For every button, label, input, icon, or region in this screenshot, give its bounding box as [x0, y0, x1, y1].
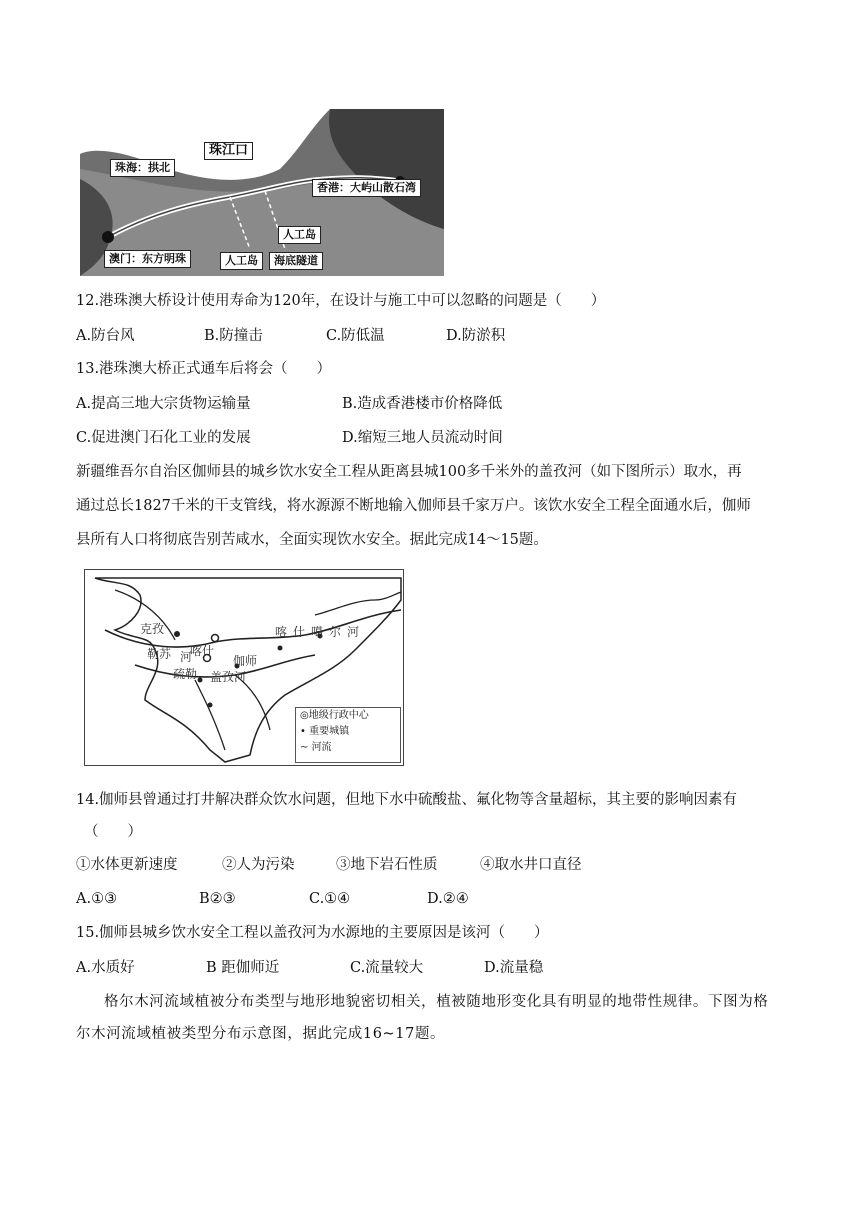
label-macau: 澳门：东方明珠 — [104, 250, 191, 268]
label-lesu: 勒苏 — [147, 647, 172, 661]
label-kezi: 克孜 — [140, 622, 165, 636]
label-zhujiangkou: 珠江口 — [204, 142, 253, 160]
label-artificial-island-right: 人工岛 — [278, 226, 321, 244]
q15-stem: 15.伽师县城乡饮水安全工程以盖孜河为水源地的主要原因是该河（ ） — [76, 925, 549, 941]
river-line-icon: ∼ — [300, 742, 312, 753]
q14-option-d: D.②④ — [427, 891, 469, 907]
q14-stem-line2: （ ） — [84, 824, 142, 840]
q13-option-b: B.造成香港楼市价格降低 — [342, 396, 503, 412]
label-artificial-island-left: 人工岛 — [220, 252, 263, 270]
q15-option-b: B 距伽师近 — [206, 960, 280, 976]
circle-marker-icon: ◎ — [300, 710, 309, 721]
q12-stem: 12.港珠澳大桥设计使用寿命为120年，在设计与施工中可以忽略的问题是（ ） — [76, 293, 606, 309]
label-he: 河 — [180, 650, 193, 664]
q14-item-1: ①水体更新速度 — [76, 857, 178, 873]
intro16-line1: 格尔木河流域植被分布类型与地形地貌密切相关，植被随地形变化具有明显的地带性规律。下图为格 — [104, 994, 769, 1010]
q15-option-a: A.水质好 — [76, 960, 135, 976]
bridge-map — [80, 109, 444, 276]
q12-option-a: A.防台风 — [76, 328, 135, 344]
q12-option-b: B.防撞击 — [204, 328, 263, 344]
label-kashgar-river: 喀什噶尔河 — [275, 625, 366, 639]
q14-option-c: C.①④ — [309, 891, 351, 907]
intro14-line3: 县所有人口将彻底告别苦咸水，全面实现饮水安全。据此完成14～15题。 — [76, 532, 548, 548]
label-zhuhai: 珠海：拱北 — [110, 159, 175, 177]
q12-option-d: D.防淤积 — [446, 328, 506, 344]
dot-marker-icon: • — [300, 726, 310, 737]
q15-option-d: D.流量稳 — [484, 960, 544, 976]
legend-river: ∼ 河流 — [300, 742, 332, 753]
q13-option-d: D.缩短三地人员流动时间 — [342, 430, 503, 446]
q13-option-a: A.提高三地大宗货物运输量 — [76, 396, 251, 412]
q13-stem: 13.港珠澳大桥正式通车后将会（ ） — [76, 361, 332, 377]
q14-item-4: ④取水井口直径 — [480, 857, 582, 873]
label-tunnel: 海底隧道 — [269, 252, 323, 270]
q14-item-3: ③地下岩石性质 — [336, 857, 438, 873]
q15-option-c: C.流量较大 — [350, 960, 424, 976]
legend-important-town: • 重要城镇 — [300, 726, 350, 737]
label-kashi: 喀什 — [190, 644, 215, 658]
q14-item-2: ②人为污染 — [222, 857, 295, 873]
map-legend — [295, 707, 401, 763]
label-gaizihe: 盖孜河 — [210, 670, 247, 684]
label-hongkong: 香港：大屿山散石湾 — [312, 179, 421, 197]
intro14-line1: 新疆维吾尔自治区伽师县的城乡饮水安全工程从距离县城100多千米外的盖孜河（如下图所示）取水，再 — [76, 464, 742, 480]
q14-option-b: B②③ — [199, 891, 236, 907]
q13-option-c: C.促进澳门石化工业的发展 — [76, 430, 251, 446]
q14-option-a: A.①③ — [76, 891, 118, 907]
label-shule: 疏勒 — [173, 667, 198, 681]
q14-stem-line1: 14.伽师县曾通过打井解决群众饮水问题，但地下水中硫酸盐、氟化物等含量超标，其主要的影响因素有 — [76, 792, 738, 808]
q12-option-c: C.防低温 — [326, 328, 385, 344]
intro16-line2: 尔木河流域植被类型分布示意图，据此完成16~17题。 — [76, 1026, 446, 1042]
legend-prefecture-center: ◎地级行政中心 — [300, 710, 369, 721]
label-jiashi: 伽师 — [233, 654, 258, 668]
intro14-line2: 通过总长1827千米的干支管线，将水源源不断地输入伽师县千家万户。该饮水安全工程全面通水后，伽师 — [76, 498, 751, 514]
